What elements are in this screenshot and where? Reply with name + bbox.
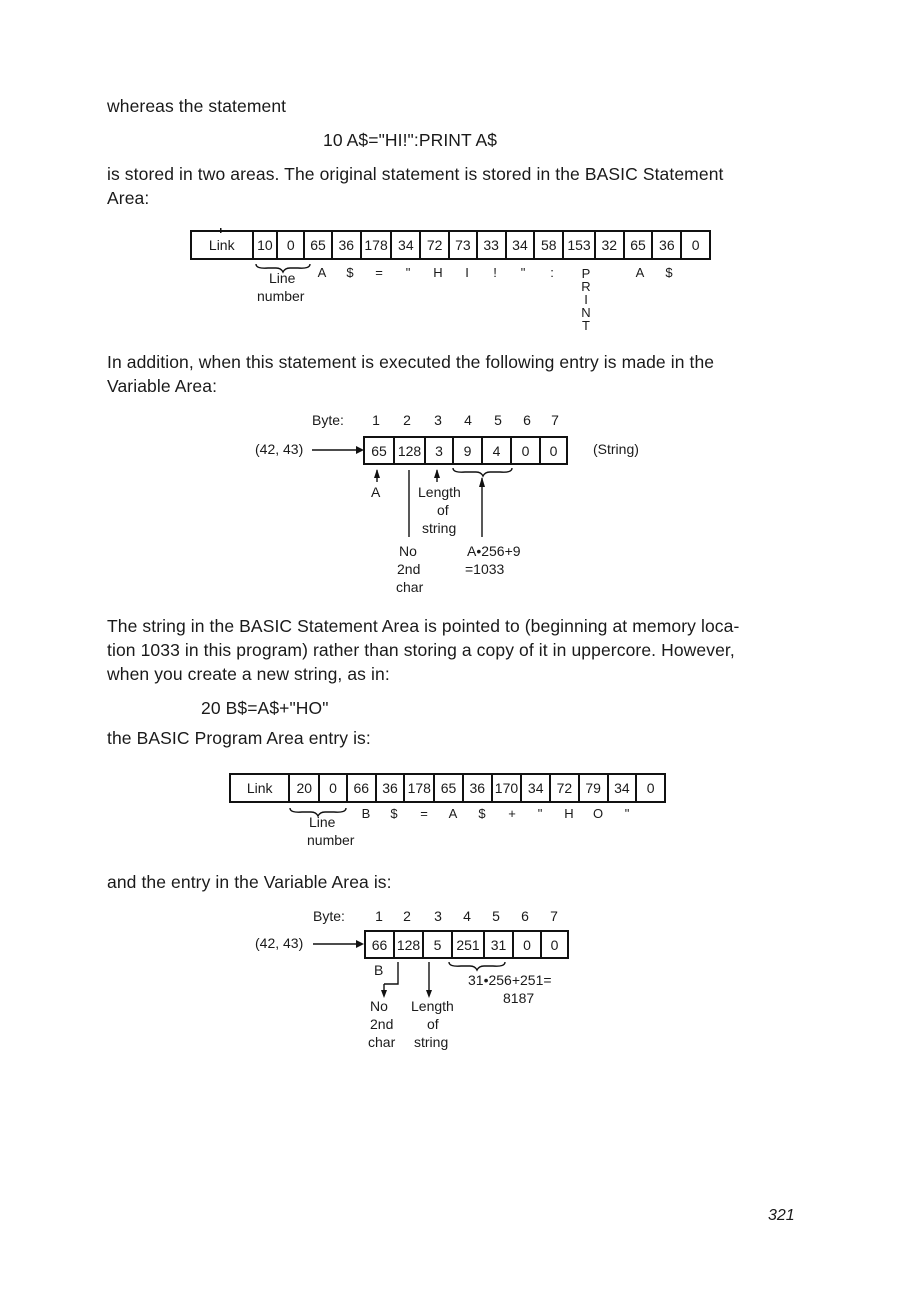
byte-label: Byte:: [313, 908, 345, 924]
b-connector: [384, 962, 398, 984]
calc-label: =1033: [465, 561, 505, 577]
char-label: ": [520, 265, 526, 280]
char-label: A: [448, 806, 458, 821]
memory-cell: 34: [392, 232, 421, 258]
no-2nd-char-label: char: [368, 1034, 396, 1050]
print-letter: N: [581, 305, 591, 320]
length-label: string: [414, 1034, 449, 1050]
char-label: A: [635, 265, 645, 280]
memory-cell: 32: [596, 232, 625, 258]
paragraph-line: is stored in two areas. The original statement is stored in the BASIC Statement: [107, 164, 724, 184]
memory-cell: 34: [507, 232, 536, 258]
print-letter: T: [582, 318, 590, 333]
memory-cell: 31: [485, 932, 514, 957]
page-number: 321: [768, 1207, 795, 1224]
code-statement-2: 20 B$=A$+"HO": [201, 698, 329, 718]
memory-cell: 36: [333, 232, 362, 258]
memory-cell: 0: [320, 775, 348, 801]
char-label: =: [420, 806, 428, 821]
line-label: Line: [269, 270, 296, 286]
paragraph-line: the BASIC Program Area entry is:: [107, 728, 371, 748]
memory-cell: Link: [192, 232, 254, 258]
memory-cell: 153: [564, 232, 596, 258]
byte-number: 3: [434, 908, 442, 924]
char-label: A: [317, 265, 327, 280]
memory-cell: 3: [426, 438, 454, 463]
length-label: of: [427, 1016, 439, 1032]
paragraph-line: tion 1033 in this program) rather than storing a copy of it in uppercore. However,: [107, 640, 735, 660]
memory-cell: 33: [478, 232, 507, 258]
variable-memory-row-2: [364, 930, 569, 959]
pointer-brace: [453, 468, 512, 476]
byte-number: 7: [550, 908, 558, 924]
memory-cell: 66: [366, 932, 395, 957]
memory-cell: 65: [435, 775, 464, 801]
length-label: string: [422, 520, 457, 536]
memory-cell: 0: [549, 442, 558, 459]
memory-cell: 0: [278, 232, 305, 258]
memory-cell: 73: [450, 232, 478, 258]
calc-label: 8187: [503, 990, 535, 1006]
memory-cell: 9: [454, 438, 483, 463]
no-2nd-char-label: No: [370, 998, 388, 1014]
memory-cell: 36: [653, 232, 682, 258]
char-label: $: [665, 265, 673, 280]
memory-cell: Link: [231, 775, 290, 801]
char-label: !: [493, 265, 497, 280]
number-label: number: [307, 832, 355, 848]
address-label: (42, 43): [255, 441, 304, 457]
variable-memory-row-1: [363, 436, 568, 465]
memory-cell: 65: [365, 438, 395, 463]
char-label: H: [433, 265, 443, 280]
byte-number: 7: [551, 412, 559, 428]
line-label: Line: [309, 814, 336, 830]
memory-cell: 251: [453, 932, 485, 957]
memory-cell: 178: [405, 775, 435, 801]
char-label: +: [508, 806, 516, 821]
memory-cell: 58: [535, 232, 564, 258]
length-arrowhead: [426, 990, 432, 998]
char-label: $: [346, 265, 354, 280]
pointer-brace: [449, 962, 505, 970]
byte-number: 4: [464, 412, 472, 428]
char-label: H: [564, 806, 574, 821]
statement-memory-row-1: [190, 230, 711, 260]
memory-cell: 34: [609, 775, 638, 801]
byte-number: 1: [375, 908, 383, 924]
no2nd-arrowhead: [381, 990, 387, 998]
type-label: (String): [593, 441, 639, 457]
print-letter: I: [584, 292, 588, 307]
memory-cell: 20: [290, 775, 320, 801]
paragraph-line: Variable Area:: [107, 376, 218, 396]
memory-cell: 36: [377, 775, 406, 801]
char-label: ": [537, 806, 543, 821]
memory-cell: 128: [395, 932, 424, 957]
length-arrowhead: [434, 469, 440, 478]
print-letter: R: [581, 279, 591, 294]
byte-number: 3: [434, 412, 442, 428]
a-arrowhead: [374, 469, 380, 478]
memory-cell: 0: [514, 932, 542, 957]
memory-cell: 65: [625, 232, 654, 258]
pointer-arrowhead: [479, 477, 485, 487]
no-2nd-char-label: 2nd: [370, 1016, 394, 1032]
b-label: B: [374, 962, 384, 978]
memory-cell: 0: [512, 438, 541, 463]
memory-cell: 0: [646, 780, 655, 796]
no-2nd-char-label: No: [399, 543, 417, 559]
length-label: Length: [418, 484, 461, 500]
byte-number: 6: [523, 412, 531, 428]
byte-number: 6: [521, 908, 529, 924]
char-label: $: [390, 806, 398, 821]
memory-cell: 65: [305, 232, 333, 258]
memory-cell: 72: [421, 232, 450, 258]
byte-number: 4: [463, 908, 471, 924]
no-2nd-char-label: 2nd: [397, 561, 421, 577]
paragraph-line: In addition, when this statement is executed the following entry is made in the: [107, 352, 715, 372]
memory-cell: 0: [691, 237, 700, 253]
byte-number: 5: [494, 412, 502, 428]
memory-cell: 66: [348, 775, 377, 801]
print-letter: P: [581, 266, 591, 281]
memory-cell: 128: [395, 438, 426, 463]
paragraph-line: when you create a new string, as in:: [107, 664, 390, 684]
byte-number: 2: [403, 908, 411, 924]
number-label: number: [257, 288, 305, 304]
paragraph-line: Area:: [107, 188, 150, 208]
memory-cell: 178: [362, 232, 393, 258]
byte-label: Byte:: [312, 412, 344, 428]
char-label: B: [361, 806, 371, 821]
print-token-label: [576, 267, 596, 332]
char-label: =: [375, 265, 383, 280]
byte-number: 1: [372, 412, 380, 428]
paragraph-line: whereas the statement: [107, 96, 287, 116]
char-label: ": [405, 265, 411, 280]
memory-cell: 4: [483, 438, 512, 463]
char-label: $: [478, 806, 486, 821]
no-2nd-char-label: char: [396, 579, 424, 595]
char-label: :: [550, 265, 554, 280]
memory-cell: 10: [254, 232, 279, 258]
code-statement-1: 10 A$="HI!":PRINT A$: [323, 130, 498, 150]
statement-memory-row-2: [229, 773, 666, 803]
paragraph-line: and the entry in the Variable Area is:: [107, 872, 392, 892]
address-arrowhead: [356, 940, 364, 948]
calc-label: 31•256+251=: [468, 972, 552, 988]
char-label: O: [592, 806, 604, 821]
memory-cell: 0: [550, 936, 559, 953]
char-label: I: [465, 265, 469, 280]
char-label: ": [624, 806, 630, 821]
address-label: (42, 43): [255, 935, 304, 951]
length-label: of: [437, 502, 449, 518]
length-label: Length: [411, 998, 454, 1014]
a-label: A: [371, 484, 381, 500]
memory-cell: 34: [522, 775, 551, 801]
memory-cell: 72: [551, 775, 580, 801]
byte-number: 2: [403, 412, 411, 428]
calc-label: A•256+9: [467, 543, 521, 559]
byte-number: 5: [492, 908, 500, 924]
memory-cell: 36: [464, 775, 493, 801]
memory-cell: 5: [424, 932, 453, 957]
paragraph-line: The string in the BASIC Statement Area is pointed to (beginning at memory loca-: [107, 616, 740, 636]
memory-cell: 79: [580, 775, 609, 801]
memory-cell: 170: [493, 775, 523, 801]
